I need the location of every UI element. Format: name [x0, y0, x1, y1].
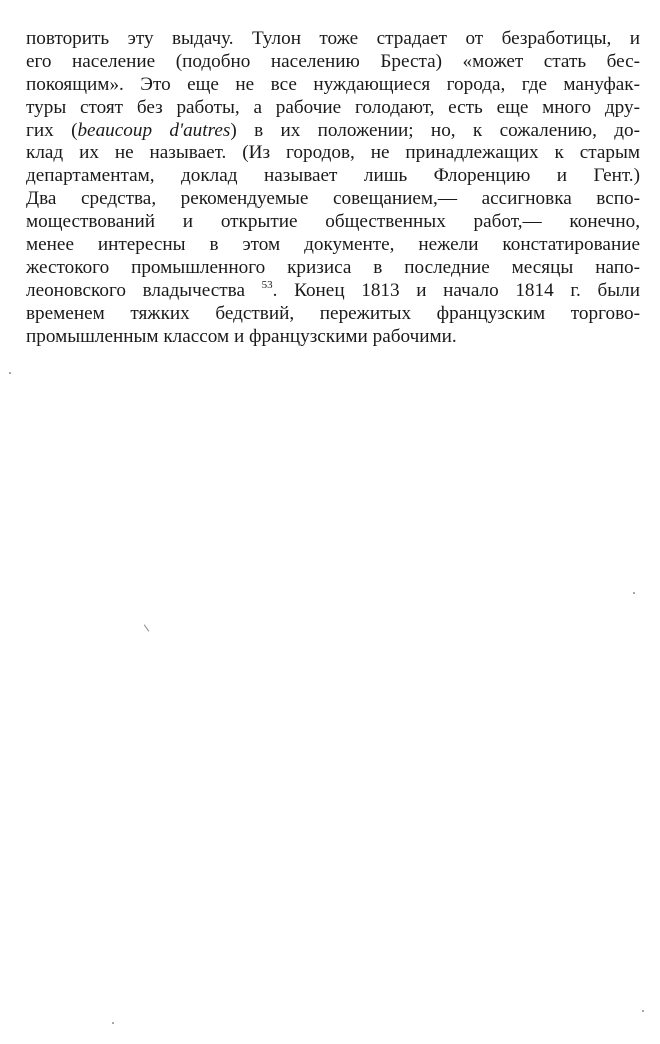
- scan-speck: [9, 372, 11, 374]
- text-line-7: департаментам, доклад называет лишь Флоренцию и Гент.): [26, 165, 640, 187]
- text-line-9: моществований и открытие общественных работ,— конечно,: [26, 211, 640, 233]
- italic-phrase: beaucoup d'autres: [77, 119, 231, 141]
- text-line-3: покоящим». Это еще не все нуждающиеся города, где мануфак-: [26, 73, 640, 95]
- text-line-10: менее интересны в этом документе, нежели констатирование: [26, 234, 640, 256]
- text-line-12: [26, 280, 640, 303]
- text-line-2: его население (подобно населению Бреста) «может стать бес-: [26, 50, 640, 72]
- scan-speck: [112, 1022, 114, 1024]
- footnote-ref: 53: [261, 278, 273, 291]
- scan-mark: [144, 624, 149, 631]
- line-12-before: леоновского владычества: [26, 279, 262, 301]
- text-line-14: промышленным классом и французскими рабочими.: [26, 325, 457, 347]
- text-line-1: повторить эту выдачу. Тулон тоже страдает от безработицы, и: [26, 28, 640, 49]
- scan-speck: [633, 592, 635, 594]
- text-line-8: Два средства, рекомендуемые совещанием,— ассигновка вспо-: [26, 188, 640, 210]
- line-5-after: ) в их положении; но, к сожалению, до-: [230, 119, 640, 141]
- text-line-13: временем тяжких бедствий, пережитых французским торгово-: [26, 302, 640, 324]
- line-5-before: гих (: [26, 119, 78, 141]
- line-12-after: . Конец 1813 и начало 1814 г. были: [272, 279, 640, 301]
- scan-speck: [642, 1010, 644, 1012]
- body-paragraph: [26, 28, 640, 348]
- text-line-6: клад их не называет. (Из городов, не принадлежащих к старым: [26, 142, 640, 164]
- text-line-11: жестокого промышленного кризиса в последние месяцы напо-: [26, 256, 640, 278]
- text-line-5: [26, 120, 640, 143]
- text-line-4: туры стоят без работы, а рабочие голодают, есть еще много дру-: [26, 96, 640, 118]
